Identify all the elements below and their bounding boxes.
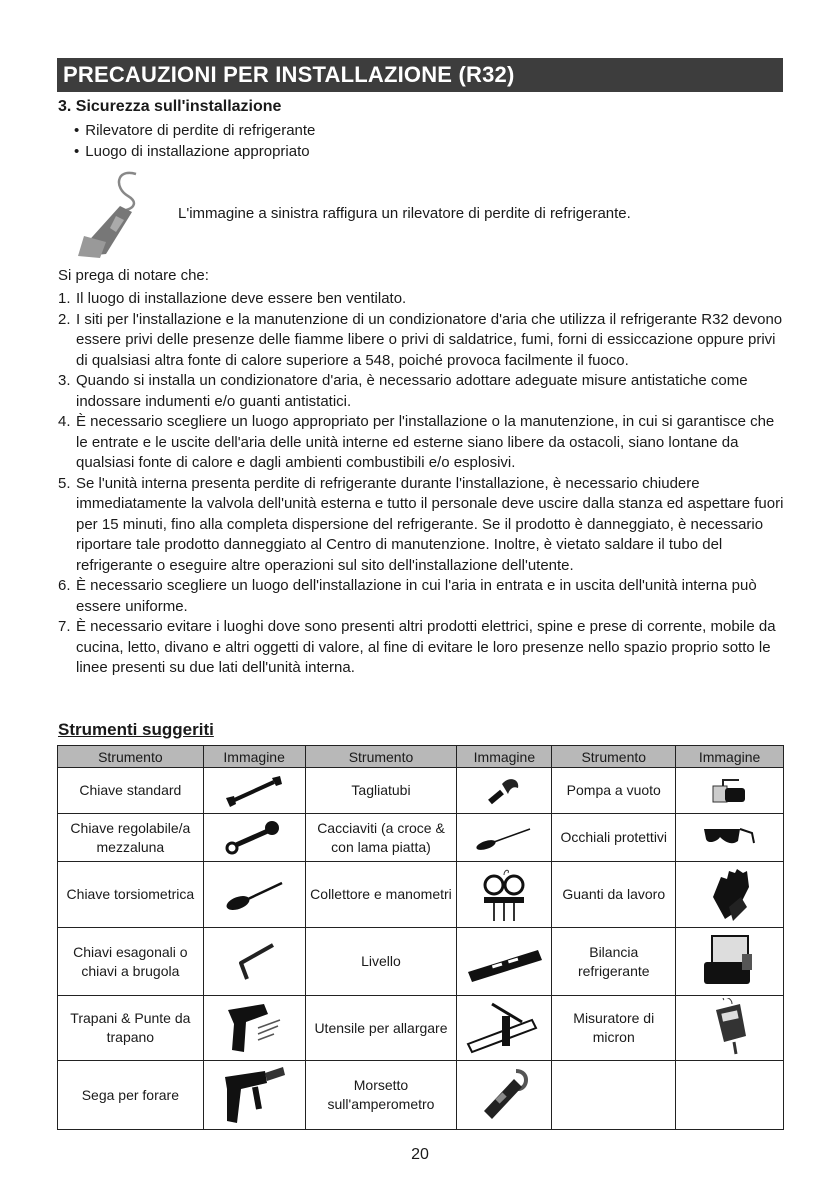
tool-name: Guanti da lavoro [552,862,676,928]
table-row [58,996,784,1061]
vacuum-pump-icon [676,768,784,814]
adjustable-wrench-icon [203,814,305,862]
column-header: Strumento [58,746,204,768]
note-item: 7. È necessario evitare i luoghi dove sono presenti altri prodotti elettrici, spine e prese di corrente, mobile da cucina, letto, divano e altri oggetti di valore, al fine di evitare le loro presenze nello spazio proprio sotto le linee presenti su due lati dell'unità interna. [58,618,776,676]
micron-gauge-icon [676,996,784,1061]
notes-list [58,289,788,679]
table-row [58,768,784,814]
tools-table [57,745,784,1130]
table-row [58,814,784,862]
drill-icon [203,996,305,1061]
tool-name: Occhiali protettivi [552,814,676,862]
safety-glasses-icon [676,814,784,862]
tool-name: Chiave torsiometrica [58,862,204,928]
page-title: PRECAUZIONI PER INSTALLAZIONE (R32) [57,58,783,92]
note-item: 6. È necessario scegliere un luogo dell'installazione in cui l'aria in entrata e in uscita dell'unità interna può essere uniforme. [58,577,757,615]
tool-name: Morsetto sull'amperometro [305,1061,457,1130]
note-item: 5. Se l'unità interna presenta perdite di refrigerante durante l'installazione, è necessario chiudere immediatamente la valvola dell'unità esterna e tutto il personale deve uscire dalla stanza ed aspettare fuori per 15 minuti, fino alla completa dispersione del refrigerante. Se il prodotto è danneggiato, è necessario riportare tale prodotto danneggiato al Centro di manutenzione. Inoltre, è vietato saldare il tubo del refrigerante o eseguire altre operazioni sul sito dell'installazione dell'utente. [58,474,784,574]
column-header: Strumento [305,746,457,768]
tool-name-empty [552,1061,676,1130]
flaring-tool-icon [457,996,552,1061]
column-header: Immagine [457,746,552,768]
tool-name: Trapani & Punte da trapano [58,996,204,1061]
column-header: Strumento [552,746,676,768]
pipe-cutter-icon [457,768,552,814]
tool-name: Bilancia refrigerante [552,928,676,996]
bullet-list [74,120,315,162]
column-header: Immagine [676,746,784,768]
tool-name: Utensile per allargare [305,996,457,1061]
gloves-icon [676,862,784,928]
tool-name: Tagliatubi [305,768,457,814]
tool-name: Sega per forare [58,1061,204,1130]
tool-name: Livello [305,928,457,996]
bullet-item: • Rilevatore di perdite di refrigerante [74,120,315,141]
wrench-icon [203,768,305,814]
table-row [58,928,784,996]
tool-name: Misuratore di micron [552,996,676,1061]
tool-name: Cacciaviti (a croce & con lama piatta) [305,814,457,862]
tool-name: Collettore e manometri [305,862,457,928]
tools-heading: Strumenti suggeriti [58,720,214,739]
column-header: Immagine [203,746,305,768]
refrigerant-scale-icon [676,928,784,996]
table-row [58,1061,784,1130]
tool-name: Chiave standard [58,768,204,814]
tool-name: Pompa a vuoto [552,768,676,814]
notes-intro: Si prega di notare che: [58,267,209,284]
hammer-drill-icon [203,1061,305,1130]
tool-name: Chiavi esagonali o chiavi a brugola [58,928,204,996]
table-row [58,862,784,928]
level-icon [457,928,552,996]
tool-image-empty [676,1061,784,1130]
note-item: 4. È necessario scegliere un luogo appropriato per l'installazione o la manutenzione, in cui si garantisce che le entrate e le uscite dell'aria delle unità interne ed esterne siano libere da ostacoli, siano lontane da qualsiasi fonte di calore e dagli ambienti combustibili e/o esplosivi. [58,413,775,471]
clamp-meter-icon [457,1061,552,1130]
bullet-item: • Luogo di installazione appropriato [74,141,315,162]
page-number: 20 [411,1146,429,1163]
tool-name: Chiave regolabile/a mezzaluna [58,814,204,862]
note-item: 2. I siti per l'installazione e la manutenzione di un condizionatore d'aria che utilizza il refrigerante R32 devono essere privi delle presenze delle fiamme libere o privi di saldatrice, fumi, forni di essiccazione oppure privi di qualsiasi altra fonte di calore superiore a 548, poiché provoca facilmente il fuoco. [58,310,783,369]
image-caption: L'immagine a sinistra raffigura un rilevatore di perdite di refrigerante. [178,205,631,222]
note-item: 3. Quando si installa un condizionatore d'aria, è necessario adottare adeguate misure antistatiche come indossare indumenti e/o guanti antistatici. [58,372,748,410]
screwdriver-icon [457,814,552,862]
hex-key-icon [203,928,305,996]
manifold-gauge-icon [457,862,552,928]
note-item: 1. Il luogo di installazione deve essere ben ventilato. [58,290,407,307]
leak-detector-icon [76,166,166,260]
table-header-row [58,746,784,768]
torque-wrench-icon [203,862,305,928]
section-heading: 3. Sicurezza sull'installazione [58,98,282,115]
